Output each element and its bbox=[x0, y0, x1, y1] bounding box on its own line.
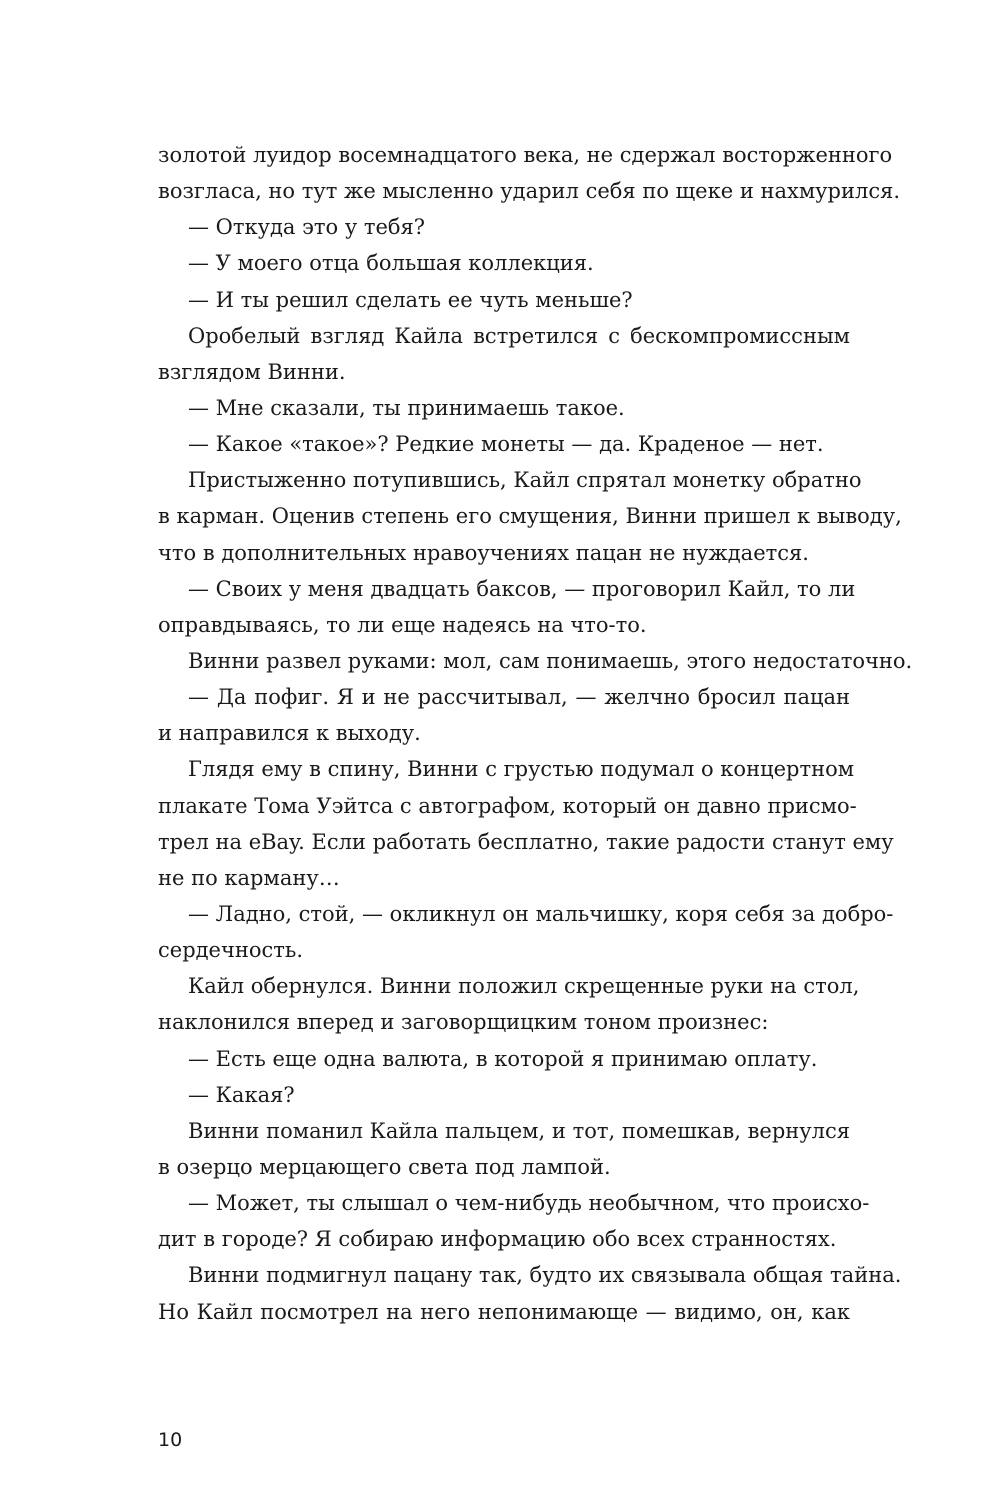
text-line: в озерцо мерцающего света под лампой. bbox=[158, 1154, 611, 1179]
text-line: Кайл обернулся. Винни положил скрещенные руки на стол, bbox=[188, 974, 860, 999]
text-line: — Может, ты слышал о чем-нибудь необычном, что происхо- bbox=[188, 1191, 870, 1216]
text-line: дит в городе? Я собираю информацию обо всех странностях. bbox=[158, 1227, 837, 1252]
text-line: — Откуда это у тебя? bbox=[188, 215, 426, 240]
text-line: Пристыженно потупившись, Кайл спрятал монетку обратно bbox=[188, 468, 862, 493]
body-text bbox=[158, 137, 913, 1330]
text-line: что в дополнительных нравоучениях пацан не нуждается. bbox=[158, 540, 809, 565]
text-line: — Мне сказали, ты принимаешь такое. bbox=[188, 395, 625, 420]
text-line: оправдываясь, то ли еще надеясь на что-то. bbox=[158, 612, 647, 637]
text-line: Винни поманил Кайла пальцем, и тот, помешкав, вернулся bbox=[188, 1118, 850, 1143]
text-line: Винни развел руками: мол, сам понимаешь, этого недостаточно. bbox=[188, 648, 913, 673]
text-line: плакате Тома Уэйтса с автографом, который он давно присмо- bbox=[158, 793, 857, 818]
text-line: не по карману… bbox=[158, 865, 340, 890]
text-line: наклонился вперед и заговорщицким тоном произнес: bbox=[158, 1010, 769, 1035]
text-line: — У моего отца большая коллекция. bbox=[188, 251, 594, 276]
text-line: — Какое «такое»? Редкие монеты — да. Краденое — нет. bbox=[188, 432, 824, 457]
text-line: в карман. Оценив степень его смущения, Винни пришел к выводу, bbox=[158, 504, 902, 529]
text-line: Но Кайл посмотрел на него непонимающе — видимо, он, как bbox=[158, 1299, 850, 1324]
text-line: возгласа, но тут же мысленно ударил себя по щеке и нахмурился. bbox=[158, 179, 901, 204]
text-line: — Да пофиг. Я и не рассчитывал, — желчно бросил пацан bbox=[188, 685, 850, 710]
text-line: — Своих у меня двадцать баксов, — проговорил Кайл, то ли bbox=[188, 576, 856, 601]
text-line: — Какая? bbox=[188, 1082, 295, 1107]
text-line: золотой луидор восемнадцатого века, не сдержал восторженного bbox=[158, 143, 893, 167]
page-number: 10 bbox=[158, 1429, 183, 1451]
text-line: Оробелый взгляд Кайла встретился с бескомпромиссным bbox=[188, 323, 850, 348]
text-line: — Есть еще одна валюта, в которой я принимаю оплату. bbox=[188, 1046, 818, 1071]
text-line: взглядом Винни. bbox=[158, 359, 346, 384]
text-line: Глядя ему в спину, Винни с грустью подумал о концертном bbox=[188, 757, 855, 782]
text-line: Винни подмигнул пацану так, будто их связывала общая тайна. bbox=[188, 1263, 902, 1288]
text-line: сердечность. bbox=[158, 938, 304, 963]
text-line: трел на eBay. Если работать бесплатно, такие радости станут ему bbox=[158, 829, 894, 854]
text-line: — Ладно, стой, — окликнул он мальчишку, коря себя за добро- bbox=[188, 901, 894, 926]
text-line: — И ты решил сделать ее чуть меньше? bbox=[188, 287, 633, 312]
text-line: и направился к выходу. bbox=[158, 721, 421, 746]
